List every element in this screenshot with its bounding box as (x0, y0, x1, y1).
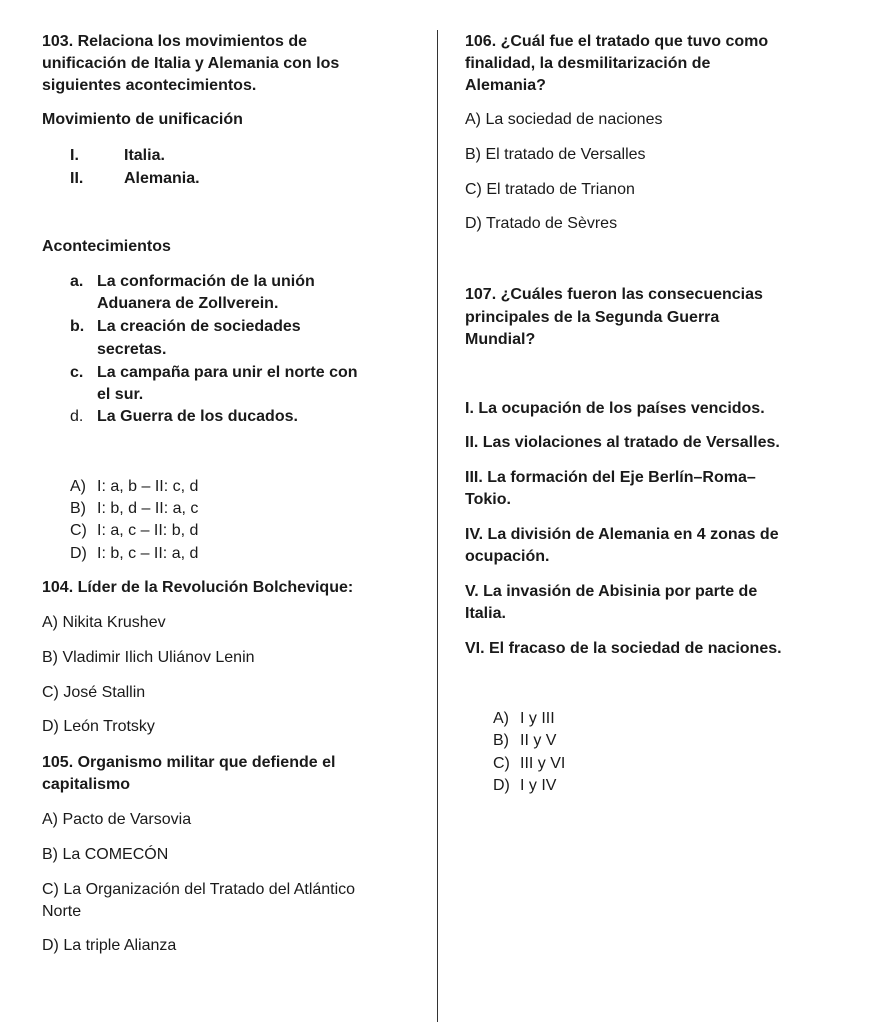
q103-option-b: I: b, d – II: a, c (97, 500, 199, 517)
q103-option-c-letter: C) (70, 522, 87, 539)
event-letter-d: d. (70, 408, 84, 425)
q103-option-c: I: a, c – II: b, d (97, 522, 199, 539)
q106-option-c: C) El tratado de Trianon (465, 181, 635, 198)
q105-option-c-line-1: C) La Organización del Tratado del Atlántico (42, 881, 356, 898)
q103-title-line-2: unificación de Italia y Alemania con los (42, 55, 340, 72)
movements-heading: Movimiento de unificación (42, 111, 243, 128)
q103-option-b-letter: B) (70, 500, 86, 517)
q107-statement-2: II. Las violaciones al tratado de Versalles. (465, 434, 780, 451)
q107-option-d-letter: D) (493, 777, 510, 794)
q106-title-line-1: 106. ¿Cuál fue el tratado que tuvo como (465, 33, 769, 50)
q106-title-line-3: Alemania? (465, 77, 546, 94)
q107-statement-3-line-1: III. La formación del Eje Berlín–Roma– (465, 469, 756, 486)
q103-option-d: I: b, c – II: a, d (97, 545, 199, 562)
movement-text-1: Italia. (124, 147, 165, 164)
q103-title-line-3: siguientes acontecimientos. (42, 77, 257, 94)
q107-statement-4-line-1: IV. La división de Alemania en 4 zonas de (465, 526, 779, 543)
q105-title-line-2: capitalismo (42, 776, 131, 793)
q106-option-a: A) La sociedad de naciones (465, 111, 663, 128)
q104-option-a: A) Nikita Krushev (42, 614, 166, 631)
event-a-line-2: Aduanera de Zollverein. (97, 295, 279, 312)
events-heading: Acontecimientos (42, 238, 171, 255)
q105-option-d: D) La triple Alianza (42, 937, 177, 954)
movement-numeral-2: II. (70, 170, 84, 187)
q103-title-line-1: 103. Relaciona los movimientos de (42, 33, 307, 50)
event-c-line-1: La campaña para unir el norte con (97, 364, 358, 381)
q107-statement-5-line-1: V. La invasión de Abisinia por parte de (465, 583, 758, 600)
event-letter-c: c. (70, 364, 84, 381)
event-letter-a: a. (70, 273, 84, 290)
q104-option-c: C) José Stallin (42, 684, 146, 701)
q107-statement-4-line-2: ocupación. (465, 548, 550, 565)
q105-option-a: A) Pacto de Varsovia (42, 811, 192, 828)
q107-option-d: I y IV (520, 777, 557, 794)
q105-option-b: B) La COMECÓN (42, 846, 169, 863)
q107-statement-6: VI. El fracaso de la sociedad de naciones. (465, 640, 782, 657)
q103-option-a: I: a, b – II: c, d (97, 478, 199, 495)
event-b-line-2: secretas. (97, 341, 167, 358)
q103-option-d-letter: D) (70, 545, 87, 562)
q107-option-c-letter: C) (493, 755, 510, 772)
q107-statement-5-line-2: Italia. (465, 605, 506, 622)
q106-title-line-2: finalidad, la desmilitarización de (465, 55, 711, 72)
q106-option-b: B) El tratado de Versalles (465, 146, 646, 163)
q107-statement-3-line-2: Tokio. (465, 491, 511, 508)
q107-option-c: III y VI (520, 755, 566, 772)
movement-numeral-1: I. (70, 147, 79, 164)
q107-title-line-2: principales de la Segunda Guerra (465, 309, 720, 326)
column-divider (437, 30, 438, 1022)
q104-option-b: B) Vladimir Ilich Uliánov Lenin (42, 649, 255, 666)
q107-option-b-letter: B) (493, 732, 509, 749)
q107-title-line-3: Mundial? (465, 331, 536, 348)
event-letter-b: b. (70, 318, 85, 335)
q103-option-a-letter: A) (70, 478, 86, 495)
q105-option-c-line-2: Norte (42, 903, 82, 920)
movement-text-2: Alemania. (124, 170, 200, 187)
q107-option-a: I y III (520, 710, 555, 727)
q105-title-line-1: 105. Organismo militar que defiende el (42, 754, 336, 771)
q107-statement-1: I. La ocupación de los países vencidos. (465, 400, 765, 417)
q107-option-b: II y V (520, 732, 557, 749)
q107-option-a-letter: A) (493, 710, 509, 727)
q106-option-d: D) Tratado de Sèvres (465, 215, 618, 232)
q104-option-d: D) León Trotsky (42, 718, 155, 735)
event-d-line-1: La Guerra de los ducados. (97, 408, 298, 425)
event-b-line-1: La creación de sociedades (97, 318, 301, 335)
event-c-line-2: el sur. (97, 386, 144, 403)
event-a-line-1: La conformación de la unión (97, 273, 315, 290)
q107-title-line-1: 107. ¿Cuáles fueron las consecuencias (465, 286, 763, 303)
q104-title: 104. Líder de la Revolución Bolchevique: (42, 579, 354, 596)
